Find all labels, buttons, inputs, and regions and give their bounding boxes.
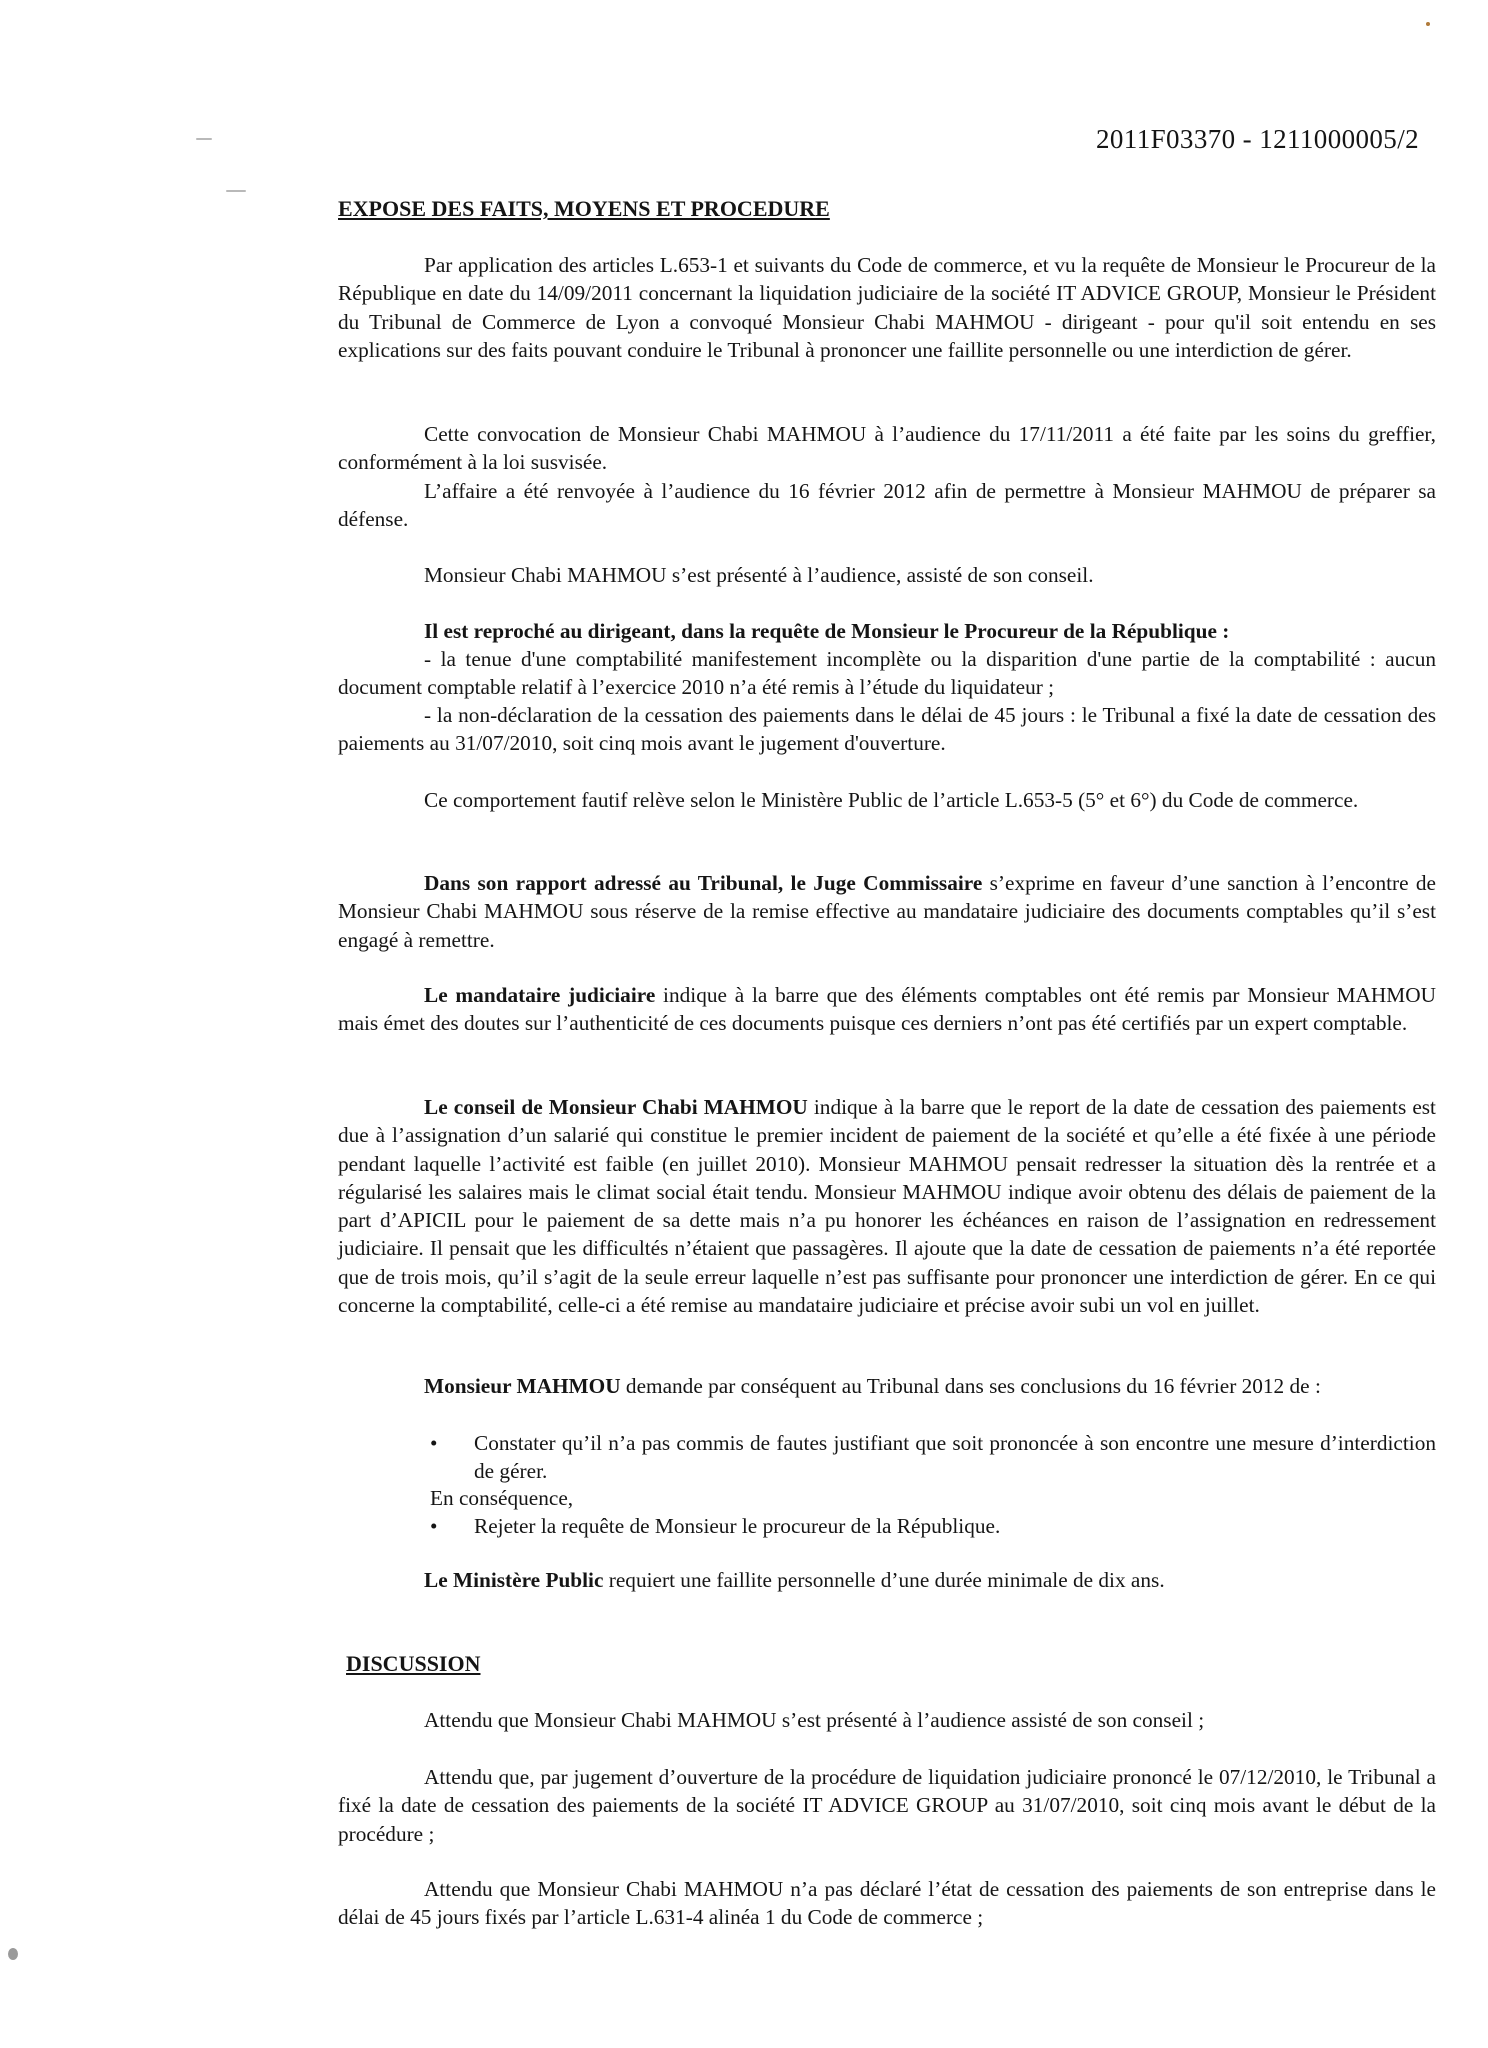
document-reference: 2011F03370 - 1211000005/2 bbox=[1096, 124, 1420, 154]
paragraph-attendu-declaration: Attendu que Monsieur Chabi MAHMOU n’a pas déclaré l’état de cessation des paiements de son entreprise dans le délai de 45 jours fixés par l’article L.631-4 alinéa 1 du Code de commerce ; bbox=[338, 1877, 1436, 1930]
bullet-marker: • bbox=[430, 1431, 438, 1455]
paragraph-ministere-public: Le Ministère Public requiert une faillite personnelle d’une durée minimale de dix ans. bbox=[424, 1568, 1165, 1592]
text-en-consequence: En conséquence, bbox=[430, 1486, 574, 1510]
paragraph-attendu-jugement: Attendu que, par jugement d’ouverture de la procédure de liquidation judiciaire prononcé le 07/12/2010, le Tribunal a fixé la date de cessation des paiements de la société IT ADVICE GROUP au 31/07/2010, soit cinq mois avant le début de la procédure ; bbox=[338, 1765, 1436, 1846]
section-heading-discussion: DISCUSSION bbox=[346, 1651, 481, 1676]
bullet-item-constater: Constater qu’il n’a pas commis de fautes justifiant que soit prononcée à son encontre une mesure d’interdiction de gérer. bbox=[474, 1431, 1436, 1484]
paragraph-conseil: Le conseil de Monsieur Chabi MAHMOU indique à la barre que le report de la date de cessation des paiements est due à l’assignation d’un salarié qui constitue le premier incident de paiement de la société et qu’elle a été fixée à une période pendant laquelle l’activité est faible (en juillet 2010). Monsieur MAHMOU pensait redresser la situation dès la rentrée et a régularisé les salaires mais le climat social était tendu. Monsieur MAHMOU indique avoir obtenu des délais de paiement de la part d’APICIL pour le paiement de sa dette mais n’a pu honorer les échéances en raison de l’assignation en redressement judiciaire. Il pensait que les difficultés n’étaient que passagères. Il ajoute que la date de cessation de paiements n’a été reportée que de trois mois, qu’il s’agit de la seule erreur laquelle n’est pas suffisante pour prononcer une interdiction de gérer. En ce qui concerne la comptabilité, celle-ci a été remise au mandataire judiciaire et précise avoir subi un vol en juillet. bbox=[338, 1095, 1436, 1318]
paragraph-mandataire: Le mandataire judiciaire indique à la barre que des éléments comptables ont été remis par Monsieur MAHMOU mais émet des doutes sur l’authenticité de ces documents puisque ces derniers n’ont pas été certifiés par un expert comptable. bbox=[338, 983, 1436, 1036]
paragraph-demande: Monsieur MAHMOU demande par conséquent au Tribunal dans ses conclusions du 16 février 2012 de : bbox=[424, 1374, 1321, 1398]
paragraph-application: Par application des articles L.653-1 et suivants du Code de commerce, et vu la requête de Monsieur le Procureur de la République en date du 14/09/2011 concernant la liquidation judiciaire de la société IT ADVICE GROUP, Monsieur le Président du Tribunal de Commerce de Lyon a convoqué Monsieur Chabi MAHMOU - dirigeant - pour qu'il soit entendu en ses explications sur des faits pouvant conduire le Tribunal à prononcer une faillite personnelle ou une interdiction de gérer. bbox=[338, 253, 1436, 362]
paragraph-reproches-title: Il est reproché au dirigeant, dans la requête de Monsieur le Procureur de la République : bbox=[424, 619, 1230, 643]
scan-mark bbox=[226, 190, 246, 192]
bullet-item-rejeter: Rejeter la requête de Monsieur le procureur de la République. bbox=[474, 1514, 1001, 1538]
scan-speck bbox=[8, 1948, 18, 1960]
paragraph-comportement: Ce comportement fautif relève selon le Ministère Public de l’article L.653-5 (5° et 6°) du Code de commerce. bbox=[424, 788, 1359, 812]
paragraph-renvoi: L’affaire a été renvoyée à l’audience du 16 février 2012 afin de permettre à Monsieur MAHMOU de préparer sa défense. bbox=[338, 479, 1436, 532]
paragraph-attendu-presence: Attendu que Monsieur Chabi MAHMOU s’est présenté à l’audience assisté de son conseil ; bbox=[424, 1708, 1205, 1732]
scan-speck bbox=[1426, 22, 1430, 26]
paragraph-reproche-2: - la non-déclaration de la cessation des paiements dans le délai de 45 jours : le Tribunal a fixé la date de cessation des paiements au 31/07/2010, soit cinq mois avant le jugement d'ouverture. bbox=[338, 703, 1436, 756]
bullet-marker: • bbox=[430, 1514, 438, 1538]
paragraph-reproche-1: - la tenue d'une comptabilité manifestement incomplète ou la disparition d'une partie de la comptabilité : aucun document comptable relatif à l’exercice 2010 n’a été remis à l’étude du liquidateur ; bbox=[338, 647, 1436, 700]
section-heading-facts: EXPOSE DES FAITS, MOYENS ET PROCEDURE bbox=[338, 196, 830, 221]
scan-mark bbox=[196, 138, 212, 140]
paragraph-convocation: Cette convocation de Monsieur Chabi MAHMOU à l’audience du 17/11/2011 a été faite par les soins du greffier, conformément à la loi susvisée. bbox=[338, 422, 1436, 475]
paragraph-presence: Monsieur Chabi MAHMOU s’est présenté à l’audience, assisté de son conseil. bbox=[424, 563, 1094, 587]
paragraph-juge-commissaire: Dans son rapport adressé au Tribunal, le Juge Commissaire s’exprime en faveur d’une sanction à l’encontre de Monsieur Chabi MAHMOU sous réserve de la remise effective au mandataire judiciaire des documents comptables qu’il s’est engagé à remettre. bbox=[338, 871, 1436, 952]
